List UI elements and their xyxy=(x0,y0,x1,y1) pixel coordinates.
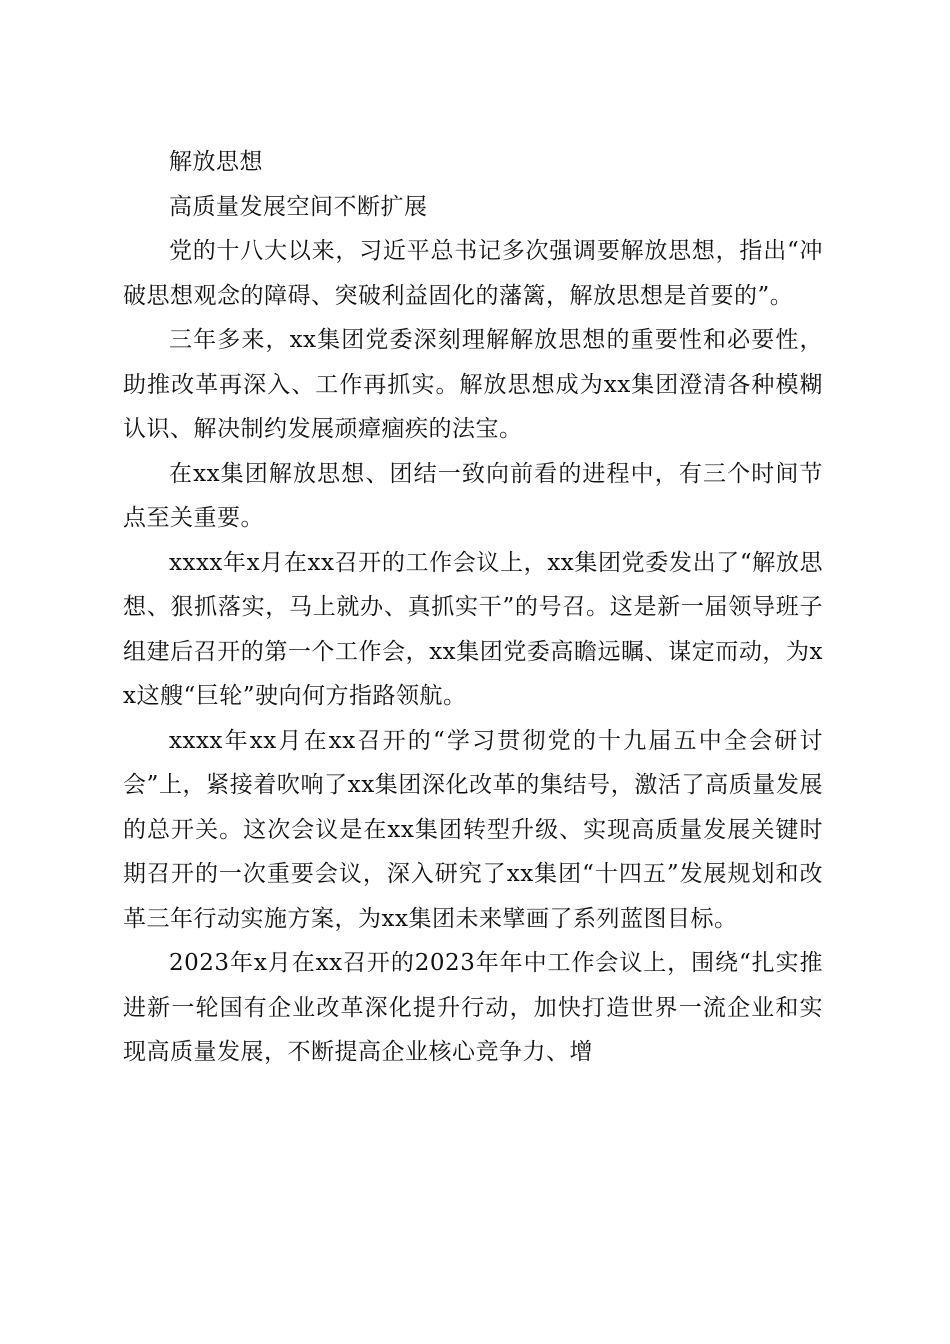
paragraph: xxxx年x月在xx召开的工作会议上，xx集团党委发出了“解放思想、狠抓落实，马上就办、真抓实干”的号召。这是新一届领导班子组建后召开的第一个工作会，xx集团党委高瞻远瞩、谋定而动，为xx这艘“巨轮”驶向何方指路领航。 xyxy=(123,549,823,709)
heading-liberate-thought: 解放思想 xyxy=(169,149,263,175)
paragraph: 三年多来，xx集团党委深刻理解解放思想的重要性和必要性，助推改革再深入、工作再抓实。解放思想成为xx集团澄清各种模糊认识、解决制约发展顽瘴痼疾的法宝。 xyxy=(123,327,823,442)
heading-development-space: 高质量发展空间不断扩展 xyxy=(169,193,428,220)
paragraph: xxxx年xx月在xx召开的“学习贯彻党的十九届五中全会研讨会”上，紧接着吹响了xx集团深化改革的集结号，激活了高质量发展的总开关。这次会议是在xx集团转型升级、实现高质量发展关键时期召开的一次重要会议，深入研究了xx集团“十四五”发展规划和改革三年行动实施方案，为xx集团未来擘画了系列蓝图目标。 xyxy=(123,727,823,932)
paragraph: 2023年x月在xx召开的2023年年中工作会议上，围绕“扎实推进新一轮国有企业改革深化提升行动，加快打造世界一流企业和实现高质量发展，不断提高企业核心竞争力、增 xyxy=(123,950,823,1065)
paragraph: 在xx集团解放思想、团结一致向前看的进程中，有三个时间节点至关重要。 xyxy=(123,460,823,531)
paragraph: 党的十八大以来，习近平总书记多次强调要解放思想，指出“冲破思想观念的障碍、突破利益固化的藩篱，解放思想是首要的”。 xyxy=(123,238,823,309)
document-body xyxy=(123,140,823,1075)
